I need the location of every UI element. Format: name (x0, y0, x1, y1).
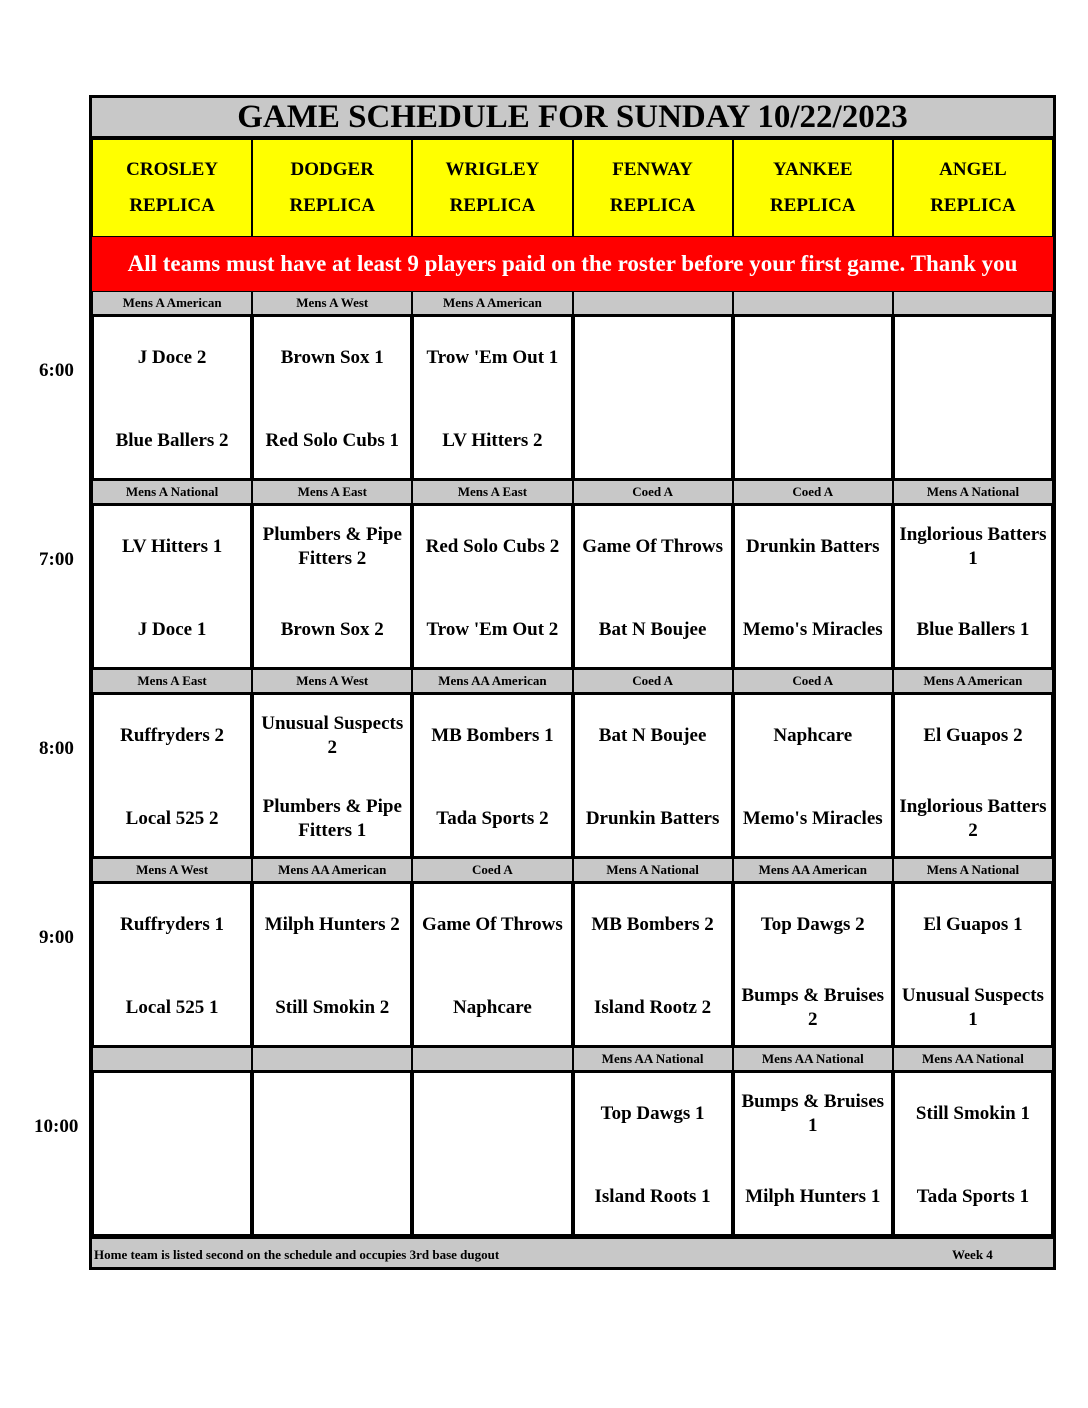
game-cell (92, 693, 252, 858)
field-header (252, 139, 412, 237)
home-team: Bumps & Bruises 2 (741, 985, 885, 1030)
home-team: Red Solo Cubs 1 (265, 430, 400, 451)
home-team: Milph Hunters 1 (745, 1186, 881, 1207)
game-cell (252, 504, 412, 669)
away-team: Milph Hunters 2 (264, 914, 400, 935)
footer-bar (89, 1236, 1056, 1270)
game-cell (893, 504, 1053, 669)
field-name: ANGEL (939, 159, 1007, 180)
division-label: Mens AA American (252, 858, 412, 882)
division-label (893, 291, 1053, 315)
games-row (89, 1071, 1056, 1236)
game-cell (92, 882, 252, 1047)
time-label: 8:00 (39, 738, 74, 759)
schedule-sheet (89, 95, 1056, 1270)
time-label: 9:00 (39, 927, 74, 948)
home-team: Tada Sports 2 (436, 808, 549, 829)
away-team: MB Bombers 1 (431, 725, 554, 746)
field-header (733, 139, 893, 237)
game-cell (573, 693, 733, 858)
field-header-row (89, 139, 1056, 237)
division-label: Mens A West (252, 291, 412, 315)
field-subtitle: REPLICA (609, 195, 696, 216)
division-label: Mens A East (92, 669, 252, 693)
division-label: Mens A National (573, 858, 733, 882)
away-team: Still Smokin 1 (915, 1103, 1030, 1124)
game-cell (252, 882, 412, 1047)
home-team: Brown Sox 2 (280, 619, 384, 640)
home-team: Blue Ballers 1 (916, 619, 1030, 640)
division-label: Mens AA National (573, 1047, 733, 1071)
home-team: Island Roots 1 (594, 1186, 711, 1207)
away-team: Unusual Suspects 2 (261, 713, 404, 758)
game-cell (733, 504, 893, 669)
game-cell (412, 315, 572, 480)
game-cell (252, 693, 412, 858)
home-team: Bat N Boujee (598, 619, 707, 640)
game-cell (733, 315, 893, 480)
game-cell (412, 504, 572, 669)
division-row (89, 858, 1056, 882)
away-team: Drunkin Batters (746, 536, 880, 557)
home-team: Plumbers & Pipe Fitters 1 (262, 796, 402, 841)
away-team: Top Dawgs 2 (760, 914, 865, 935)
game-cell (252, 1071, 412, 1236)
division-label: Coed A (733, 669, 893, 693)
field-name: CROSLEY (126, 159, 219, 180)
game-cell (412, 1071, 572, 1236)
field-subtitle: REPLICA (930, 195, 1016, 216)
time-slots (89, 291, 1056, 1236)
division-label: Mens A West (92, 858, 252, 882)
games-row (89, 504, 1056, 669)
home-team: Drunkin Batters (585, 808, 720, 829)
schedule-title: GAME SCHEDULE FOR SUNDAY 10/22/2023 (89, 95, 1056, 139)
division-label: Mens A American (92, 291, 252, 315)
time-label: 6:00 (39, 360, 74, 381)
division-label: Mens A East (412, 480, 572, 504)
away-team: MB Bombers 2 (591, 914, 714, 935)
division-label: Mens A American (412, 291, 572, 315)
game-cell (733, 1071, 893, 1236)
division-label (573, 291, 733, 315)
home-team: Unusual Suspects 1 (901, 985, 1044, 1030)
time-label: 7:00 (39, 549, 74, 570)
division-row (89, 669, 1056, 693)
home-team: Island Rootz 2 (594, 997, 712, 1018)
game-cell (573, 1071, 733, 1236)
field-name: YANKEE (773, 159, 853, 180)
division-label: Mens AA American (412, 669, 572, 693)
home-team: J Doce 1 (137, 619, 207, 640)
division-label: Mens A West (252, 669, 412, 693)
field-subtitle: REPLICA (129, 195, 215, 216)
division-label: Mens A National (893, 858, 1053, 882)
game-cell (92, 1071, 252, 1236)
division-label: Mens AA National (893, 1047, 1053, 1071)
division-row (89, 480, 1056, 504)
away-team: Game Of Throws (422, 914, 563, 935)
roster-notice-banner: All teams must have at least 9 players paid on the roster before your first game. Thank you (89, 237, 1056, 291)
home-team: Naphcare (453, 997, 532, 1018)
game-cell (733, 882, 893, 1047)
game-cell (893, 315, 1053, 480)
home-team: Tada Sports 1 (916, 1186, 1030, 1207)
away-team: Inglorious Batters 1 (899, 524, 1047, 569)
division-label: Mens A National (893, 480, 1053, 504)
division-label: Mens A East (252, 480, 412, 504)
week-label: Week 4 (952, 1247, 993, 1262)
time-label: 10:00 (34, 1116, 79, 1137)
game-cell (92, 504, 252, 669)
away-team: El Guapos 1 (923, 914, 1023, 935)
division-label: Mens A American (893, 669, 1053, 693)
game-cell (893, 1071, 1053, 1236)
division-label: Mens A National (92, 480, 252, 504)
away-team: Trow 'Em Out 1 (426, 347, 559, 368)
away-team: Bat N Boujee (598, 725, 707, 746)
game-cell (573, 882, 733, 1047)
field-header (92, 139, 252, 237)
division-label (733, 291, 893, 315)
field-name: WRIGLEY (445, 159, 540, 180)
field-subtitle: REPLICA (289, 195, 376, 216)
game-cell (573, 504, 733, 669)
game-cell (733, 693, 893, 858)
game-cell (573, 315, 733, 480)
home-team: Local 525 1 (125, 997, 219, 1018)
game-cell (893, 882, 1053, 1047)
away-team: Ruffryders 1 (120, 914, 225, 935)
division-label (92, 1047, 252, 1071)
game-cell (412, 882, 572, 1047)
division-label: Mens AA American (733, 858, 893, 882)
home-team: LV Hitters 2 (442, 430, 543, 451)
game-cell (92, 315, 252, 480)
division-label: Coed A (412, 858, 572, 882)
game-cell (412, 693, 572, 858)
home-team: Still Smokin 2 (275, 997, 390, 1018)
field-name: DODGER (290, 159, 374, 180)
division-row (89, 291, 1056, 315)
division-label: Coed A (573, 669, 733, 693)
games-row (89, 315, 1056, 480)
home-team: Local 525 2 (125, 808, 219, 829)
home-team: Inglorious Batters 2 (899, 796, 1047, 841)
games-row (89, 882, 1056, 1047)
field-name: FENWAY (612, 159, 693, 180)
games-row (89, 693, 1056, 858)
game-cell (252, 315, 412, 480)
division-label: Coed A (573, 480, 733, 504)
away-team: Brown Sox 1 (280, 347, 384, 368)
home-team: Memo's Miracles (742, 808, 883, 829)
home-team: Memo's Miracles (742, 619, 883, 640)
home-team-note: Home team is listed second on the schedule and occupies 3rd base dugout (94, 1247, 500, 1262)
division-label (412, 1047, 572, 1071)
away-team: Top Dawgs 1 (600, 1103, 705, 1124)
away-team: El Guapos 2 (923, 725, 1023, 746)
home-team: Blue Ballers 2 (115, 430, 229, 451)
division-label: Coed A (733, 480, 893, 504)
field-subtitle: REPLICA (770, 195, 856, 216)
division-label (252, 1047, 412, 1071)
away-team: Naphcare (773, 725, 853, 746)
away-team: Game Of Throws (582, 536, 723, 557)
field-subtitle: REPLICA (449, 195, 536, 216)
away-team: Bumps & Bruises 1 (741, 1091, 885, 1136)
home-team: Trow 'Em Out 2 (426, 619, 559, 640)
game-cell (893, 693, 1053, 858)
away-team: Plumbers & Pipe Fitters 2 (262, 524, 402, 569)
field-header (573, 139, 733, 237)
away-team: J Doce 2 (137, 347, 207, 368)
division-label: Mens AA National (733, 1047, 893, 1071)
away-team: Red Solo Cubs 2 (425, 536, 560, 557)
division-row (89, 1047, 1056, 1071)
away-team: Ruffryders 2 (120, 725, 225, 746)
field-header (412, 139, 572, 237)
away-team: LV Hitters 1 (121, 536, 223, 557)
field-header (893, 139, 1053, 237)
